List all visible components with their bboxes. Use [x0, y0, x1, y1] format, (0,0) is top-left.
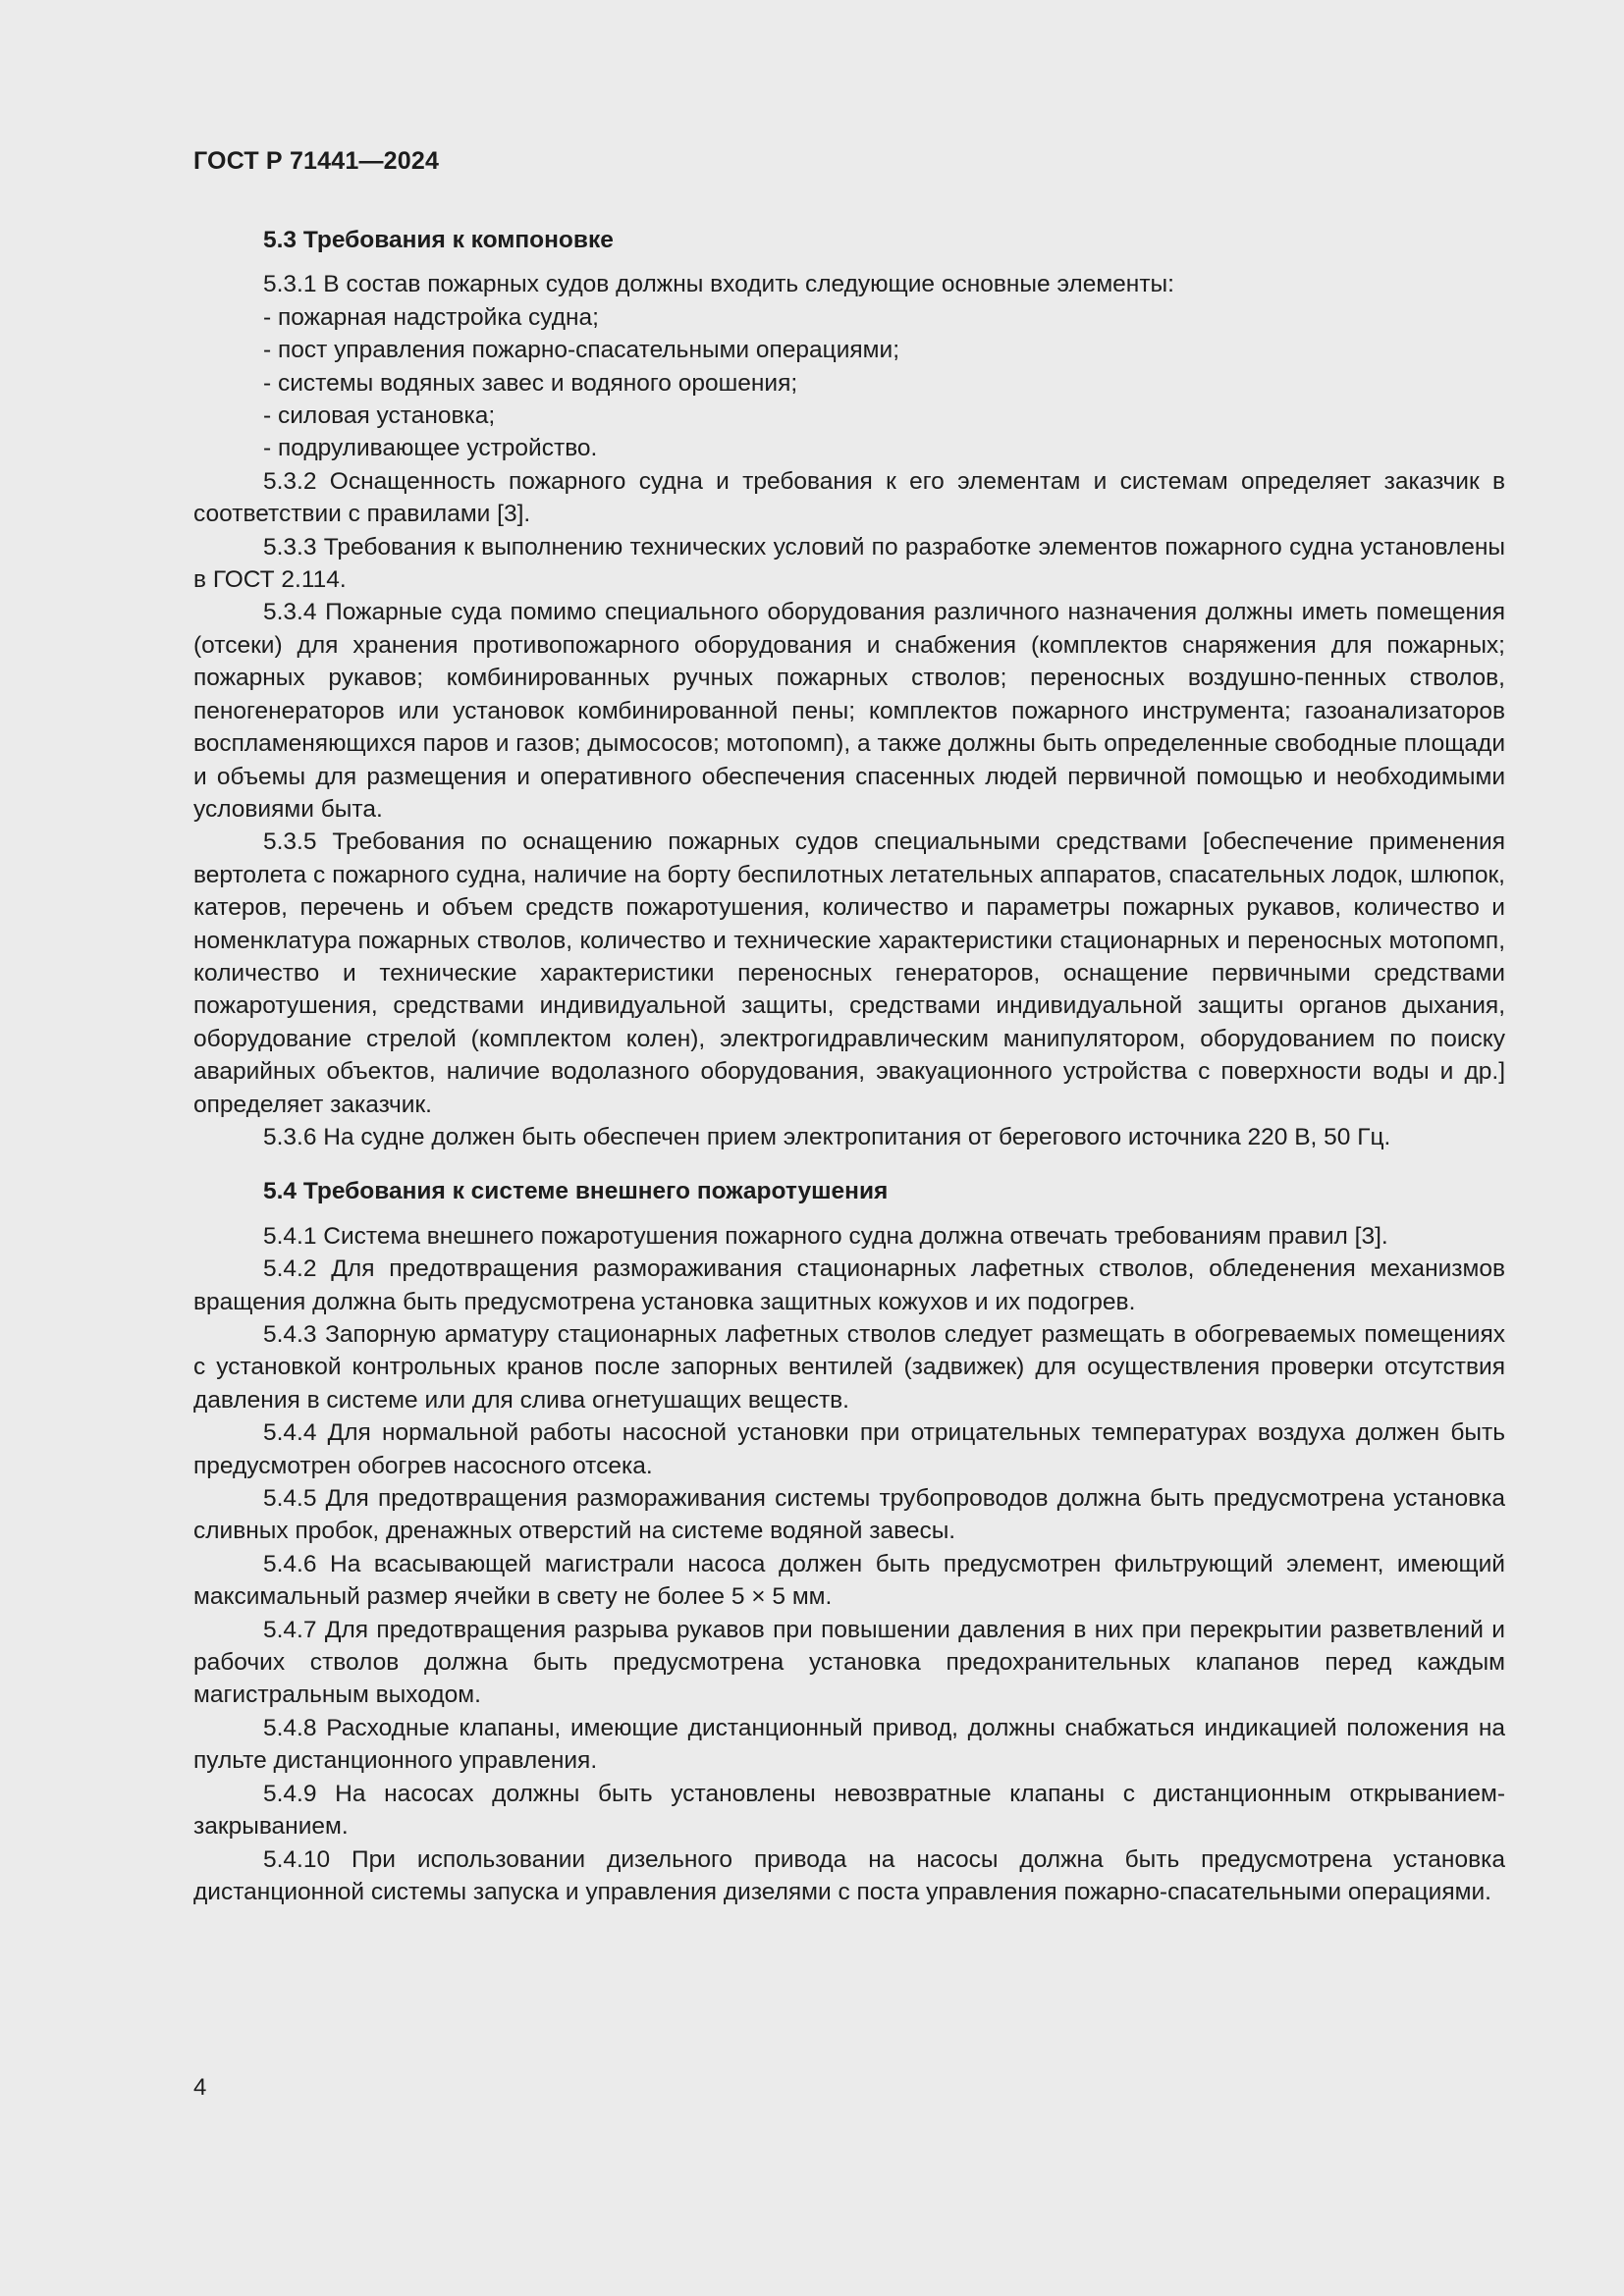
paragraph-5-4-3: 5.4.3 Запорную арматуру стационарных лафетных стволов следует размещать в обогреваемых помещениях с установкой контрольных кранов после запорных вентилей (задвижек) для осуществления проверки отсутствия давления в системе или для слива огнетушащих веществ.: [193, 1321, 1505, 1414]
list-item: - системы водяных завес и водяного орошения;: [263, 369, 798, 397]
section-title-5-3: 5.3 Требования к компоновке: [263, 227, 614, 253]
paragraph-5-4-7: 5.4.7 Для предотвращения разрыва рукавов при повышении давления в них при перекрытии разветвлений и рабочих стволов должна быть предусмотрена установка предохранительных клапанов перед каждым магистральным выходом.: [193, 1616, 1505, 1709]
paragraph-5-3-4: 5.3.4 Пожарные суда помимо специального оборудования различного назначения должны иметь помещения (отсеки) для хранения противопожарного оборудования и снабжения (комплектов снаряжения для пожарных; пожарных рукавов; комбинированных ручных пожарных стволов; переносных воздушно-пенных стволов, пеногенераторов или установок комбинированной пены; комплектов пожарного инструмента; газоанализаторов воспламеняющихся паров и газов; дымососов; мотопомп), а также должны быть определенные свободные площади и объемы для размещения и оперативного обеспечения спасенных людей первичной помощью и необходимыми условиями быта.: [193, 599, 1505, 823]
paragraph-5-3-5: 5.3.5 Требования по оснащению пожарных судов специальными средствами [обеспечение применения вертолета с пожарного судна, наличие на борту беспилотных летательных аппаратов, спасательных лодок, шлюпок, катеров, перечень и объем средств пожаротушения, количество и параметры пожарных рукавов, количество и номенклатура пожарных стволов, количество и технические характеристики стационарных и переносных мотопомп, количество и технические характеристики переносных генераторов, оснащение первичными средствами пожаротушения, средствами индивидуальной защиты, средствами индивидуальной защиты органов дыхания, оборудование стрелой (комплектом колен), электрогидравлическим манипулятором, оборудованием по поиску аварийных объектов, наличие водолазного оборудования, эвакуационного устройства с поверхности воды и др.] определяет заказчик.: [193, 828, 1505, 1118]
paragraph-5-3-2: 5.3.2 Оснащенность пожарного судна и требования к его элементам и системам определяет заказчик в соответствии с правилами [3].: [193, 467, 1505, 528]
document-body: [193, 224, 1505, 1908]
paragraph-5-4-2: 5.4.2 Для предотвращения размораживания стационарных лафетных стволов, обледенения механизмов вращения должна быть предусмотрена установка защитных кожухов и их подогрев.: [193, 1255, 1505, 1315]
paragraph-5-4-9: 5.4.9 На насосах должны быть установлены невозвратные клапаны с дистанционным открыванием-закрыванием.: [193, 1780, 1505, 1841]
document-code-header: ГОСТ Р 71441—2024: [193, 147, 440, 175]
paragraph-5-4-1: 5.4.1 Система внешнего пожаротушения пожарного судна должна отвечать требованиям правил [3].: [263, 1222, 1388, 1250]
paragraph-5-3-1: 5.3.1 В состав пожарных судов должны входить следующие основные элементы:: [263, 271, 1174, 298]
list-item: - пост управления пожарно-спасательными операциями;: [263, 337, 900, 364]
paragraph-5-4-5: 5.4.5 Для предотвращения размораживания системы трубопроводов должна быть предусмотрена установка сливных пробок, дренажных отверстий на системе водяной завесы.: [193, 1485, 1505, 1545]
page-number: 4: [193, 2074, 207, 2101]
paragraph-5-4-8: 5.4.8 Расходные клапаны, имеющие дистанционный привод, должны снабжаться индикацией положения на пульте дистанционного управления.: [193, 1714, 1505, 1775]
section-title-5-4: 5.4 Требования к системе внешнего пожаротушения: [263, 1178, 889, 1205]
paragraph-5-4-4: 5.4.4 Для нормальной работы насосной установки при отрицательных температурах воздуха должен быть предусмотрен обогрев насосного отсека.: [193, 1419, 1505, 1479]
list-item: - подруливающее устройство.: [263, 435, 598, 462]
list-item: - пожарная надстройка судна;: [263, 303, 599, 331]
paragraph-5-3-3: 5.3.3 Требования к выполнению технических условий по разработке элементов пожарного судна установлены в ГОСТ 2.114.: [193, 533, 1505, 594]
paragraph-5-4-10: 5.4.10 При использовании дизельного привода на насосы должна быть предусмотрена установка дистанционной системы запуска и управления дизелями с поста управления пожарно-спасательными операциями.: [193, 1845, 1505, 1905]
list-item: - силовая установка;: [263, 402, 496, 430]
paragraph-5-4-6: 5.4.6 На всасывающей магистрали насоса должен быть предусмотрен фильтрующий элемент, имеющий максимальный размер ячейки в свету не более 5 × 5 мм.: [193, 1550, 1505, 1611]
paragraph-5-3-6: 5.3.6 На судне должен быть обеспечен прием электропитания от берегового источника 220 В, 50 Гц.: [263, 1123, 1391, 1150]
